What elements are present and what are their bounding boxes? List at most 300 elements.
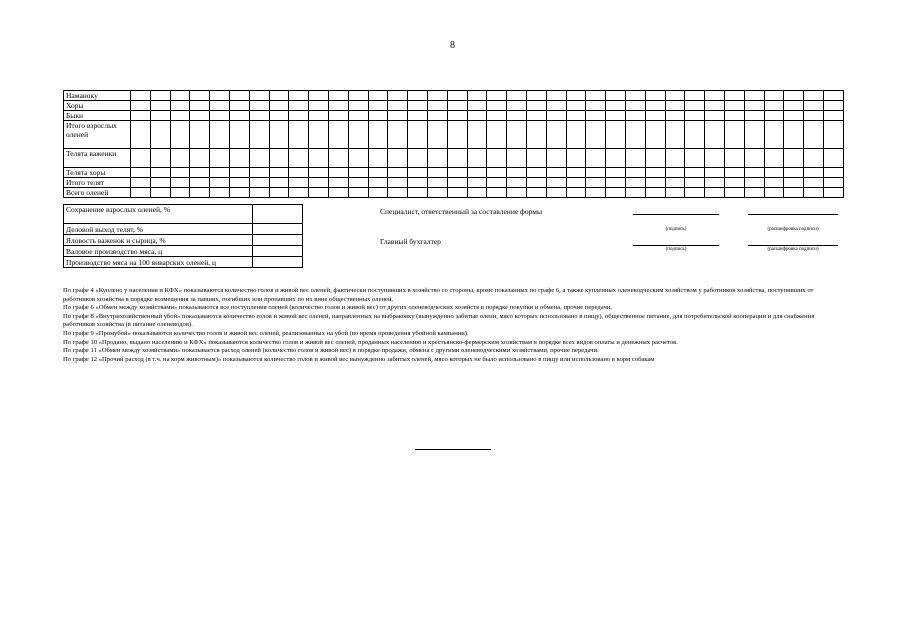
- grid-cell: [566, 121, 586, 149]
- grid-cell: [210, 101, 230, 111]
- grid-cell: [348, 91, 368, 101]
- grid-cell: [744, 149, 764, 168]
- grid-cell: [210, 121, 230, 149]
- grid-cell: [487, 168, 507, 178]
- grid-cell: [427, 168, 447, 178]
- grid-cell: [328, 121, 348, 149]
- grid-cell: [764, 91, 784, 101]
- grid-cell: [210, 91, 230, 101]
- grid-cell: [447, 188, 467, 198]
- grid-cell: [150, 111, 170, 121]
- grid-cell: [566, 111, 586, 121]
- grid-cell: [764, 178, 784, 188]
- grid-cell: [804, 178, 824, 188]
- page-number: 8: [450, 40, 455, 51]
- grid-cell: [170, 149, 190, 168]
- grid-cell: [586, 111, 606, 121]
- grid-cell: [566, 188, 586, 198]
- grid-row-label: Наманоку: [64, 91, 131, 101]
- grid-cell: [705, 91, 725, 101]
- grid-cell: [625, 168, 645, 178]
- grid-cell: [744, 168, 764, 178]
- grid-cell: [665, 188, 685, 198]
- grid-cell: [131, 121, 151, 149]
- grid-row-label: Быки: [64, 111, 131, 121]
- grid-cell: [309, 91, 329, 101]
- grid-cell: [170, 91, 190, 101]
- summary-row: [64, 246, 303, 257]
- grid-cell: [526, 121, 546, 149]
- grid-cell: [823, 178, 843, 188]
- grid-cell: [586, 178, 606, 188]
- grid-cell: [784, 149, 804, 168]
- specialist-decode-caption: (расшифровка подписи): [767, 227, 819, 232]
- grid-cell: [705, 149, 725, 168]
- grid-cell: [823, 91, 843, 101]
- grid-cell: [229, 178, 249, 188]
- grid-cell: [507, 168, 527, 178]
- grid-cell: [784, 178, 804, 188]
- grid-cell: [625, 149, 645, 168]
- grid-cell: [368, 121, 388, 149]
- grid-cell: [190, 91, 210, 101]
- grid-cell: [724, 101, 744, 111]
- grid-cell: [328, 111, 348, 121]
- grid-cell: [427, 188, 447, 198]
- summary-label: Сохранение взрослых оленей, %: [64, 205, 253, 224]
- grid-cell: [606, 149, 626, 168]
- grid-cell: [764, 168, 784, 178]
- grid-cell: [645, 111, 665, 121]
- grid-cell: [804, 149, 824, 168]
- grid-cell: [784, 121, 804, 149]
- grid-row: [64, 91, 844, 101]
- grid-cell: [269, 168, 289, 178]
- grid-cell: [823, 149, 843, 168]
- grid-row-label: Телята хоры: [64, 168, 131, 178]
- grid-cell: [408, 178, 428, 188]
- grid-cell: [507, 111, 527, 121]
- grid-cell: [249, 121, 269, 149]
- grid-cell: [427, 101, 447, 111]
- grid-row-label: Телята важенки: [64, 149, 131, 168]
- grid-cell: [348, 178, 368, 188]
- grid-cell: [507, 188, 527, 198]
- grid-cell: [823, 121, 843, 149]
- grid-cell: [705, 121, 725, 149]
- grid-row-label: Итого взрослых оленей: [64, 121, 131, 149]
- grid-cell: [348, 149, 368, 168]
- grid-cell: [388, 168, 408, 178]
- grid-cell: [625, 101, 645, 111]
- grid-row: [64, 188, 844, 198]
- grid-row: [64, 149, 844, 168]
- grid-cell: [487, 111, 507, 121]
- grid-cell: [507, 101, 527, 111]
- grid-cell: [150, 149, 170, 168]
- grid-cell: [665, 111, 685, 121]
- grid-cell: [685, 91, 705, 101]
- grid-cell: [744, 178, 764, 188]
- grid-cell: [170, 178, 190, 188]
- grid-cell: [150, 101, 170, 111]
- grid-cell: [685, 121, 705, 149]
- grid-cell: [705, 178, 725, 188]
- grid-cell: [507, 121, 527, 149]
- grid-cell: [210, 188, 230, 198]
- grid-row-label: Всего оленей: [64, 188, 131, 198]
- grid-cell: [705, 188, 725, 198]
- grid-cell: [348, 188, 368, 198]
- grid-cell: [269, 178, 289, 188]
- grid-cell: [388, 178, 408, 188]
- grid-cell: [586, 149, 606, 168]
- grid-cell: [744, 111, 764, 121]
- grid-cell: [625, 121, 645, 149]
- note-paragraph: По графе 10 «Продано, выдано населению и КФХ» показываются количество голов и живой вес оленей, проданных населению и крестьянско-фермерским хозяйствам в порядке всех видов оплаты и денежных расчетов.: [63, 338, 678, 346]
- grid-cell: [427, 91, 447, 101]
- grid-cell: [586, 101, 606, 111]
- grid-cell: [447, 149, 467, 168]
- summary-row: [64, 205, 303, 224]
- grid-cell: [348, 121, 368, 149]
- grid-cell: [586, 188, 606, 198]
- grid-cell: [566, 91, 586, 101]
- grid-cell: [823, 111, 843, 121]
- grid-cell: [427, 149, 447, 168]
- grid-cell: [289, 178, 309, 188]
- grid-cell: [804, 168, 824, 178]
- grid-cell: [289, 168, 309, 178]
- grid-row: [64, 168, 844, 178]
- grid-cell: [744, 121, 764, 149]
- grid-cell: [388, 121, 408, 149]
- grid-cell: [606, 121, 626, 149]
- grid-cell: [724, 168, 744, 178]
- grid-cell: [625, 188, 645, 198]
- grid-cell: [229, 121, 249, 149]
- grid-cell: [804, 111, 824, 121]
- grid-cell: [467, 168, 487, 178]
- grid-cell: [309, 188, 329, 198]
- grid-cell: [823, 188, 843, 198]
- grid-row-label: Хоры: [64, 101, 131, 111]
- grid-cell: [210, 178, 230, 188]
- grid-cell: [427, 111, 447, 121]
- grid-cell: [309, 168, 329, 178]
- grid-cell: [289, 91, 309, 101]
- accountant-decode-caption: (расшифровка подписи): [767, 247, 819, 252]
- grid-row: [64, 121, 844, 149]
- grid-cell: [289, 121, 309, 149]
- grid-cell: [328, 101, 348, 111]
- grid-cell: [665, 101, 685, 111]
- grid-cell: [447, 91, 467, 101]
- grid-cell: [665, 91, 685, 101]
- grid-cell: [190, 101, 210, 111]
- grid-cell: [804, 121, 824, 149]
- grid-cell: [546, 101, 566, 111]
- summary-value-cell: [253, 224, 303, 235]
- grid-cell: [131, 101, 151, 111]
- grid-cell: [685, 188, 705, 198]
- grid-cell: [804, 188, 824, 198]
- grid-cell: [764, 149, 784, 168]
- grid-cell: [487, 91, 507, 101]
- grid-cell: [388, 91, 408, 101]
- grid-cell: [190, 121, 210, 149]
- grid-cell: [566, 168, 586, 178]
- grid-cell: [150, 121, 170, 149]
- grid-cell: [309, 111, 329, 121]
- grid-cell: [269, 111, 289, 121]
- grid-cell: [467, 91, 487, 101]
- grid-cell: [645, 178, 665, 188]
- grid-cell: [229, 168, 249, 178]
- grid-cell: [408, 91, 428, 101]
- grid-cell: [348, 111, 368, 121]
- accountant-sign-line: [633, 245, 719, 246]
- summary-row: [64, 224, 303, 235]
- grid-cell: [150, 188, 170, 198]
- grid-cell: [249, 168, 269, 178]
- summary-label: Деловой выход телят, %: [64, 224, 253, 235]
- note-paragraph: По графе 12 «Прочий расход (в т.ч. на корм животным)» показываются количество голов и живой вес вынужденно забитых оленей, мясо которых не было использовано в пищу или использовано в корм собакам: [63, 355, 655, 363]
- grid-cell: [309, 101, 329, 111]
- grid-cell: [507, 149, 527, 168]
- note-paragraph: По графе 6 «Обмен между хозяйствами» показываются все поступления оленей (количество голов и живой вес) от других оленеводческих хозяйств в порядке покупки и обмена, прочие передачи.: [63, 304, 612, 312]
- grid-cell: [309, 149, 329, 168]
- grid-cell: [328, 188, 348, 198]
- grid-cell: [408, 121, 428, 149]
- grid-cell: [150, 91, 170, 101]
- grid-cell: [724, 178, 744, 188]
- grid-cell: [784, 168, 804, 178]
- grid-cell: [229, 188, 249, 198]
- grid-cell: [368, 149, 388, 168]
- grid-cell: [685, 111, 705, 121]
- grid-cell: [467, 178, 487, 188]
- grid-cell: [665, 149, 685, 168]
- grid-cell: [388, 111, 408, 121]
- grid-cell: [665, 121, 685, 149]
- grid-cell: [546, 121, 566, 149]
- livestock-grid: [63, 90, 844, 198]
- grid-cell: [190, 111, 210, 121]
- grid-cell: [269, 188, 289, 198]
- grid-cell: [507, 91, 527, 101]
- grid-cell: [170, 188, 190, 198]
- grid-cell: [625, 111, 645, 121]
- grid-cell: [764, 101, 784, 111]
- summary-row: [64, 257, 303, 268]
- grid-cell: [546, 188, 566, 198]
- grid-cell: [408, 111, 428, 121]
- grid-cell: [744, 101, 764, 111]
- grid-cell: [388, 101, 408, 111]
- grid-cell: [368, 101, 388, 111]
- grid-cell: [249, 101, 269, 111]
- grid-cell: [388, 149, 408, 168]
- accountant-sign-caption: (подпись): [665, 247, 687, 252]
- note-paragraph: По графе 9 «Промубой» показываются количество голов и живой вес оленей, реализованных на убой (во время проведения убойной кампании).: [63, 329, 469, 337]
- grid-cell: [269, 149, 289, 168]
- note-paragraph: По графе 11 «Обмен между хозяйствами» показывается расход оленей (количество голов и живой вес) в порядке продажи, обмена с другими оленеводческими хозяйствами, прочие передачи.: [63, 347, 599, 355]
- grid-cell: [645, 91, 665, 101]
- grid-cell: [685, 178, 705, 188]
- grid-cell: [190, 168, 210, 178]
- grid-cell: [526, 149, 546, 168]
- grid-cell: [408, 188, 428, 198]
- grid-cell: [328, 149, 348, 168]
- grid-cell: [546, 91, 566, 101]
- grid-cell: [388, 188, 408, 198]
- grid-cell: [526, 111, 546, 121]
- summary-value-cell: [253, 246, 303, 257]
- grid-cell: [170, 168, 190, 178]
- grid-cell: [606, 91, 626, 101]
- grid-cell: [606, 111, 626, 121]
- grid-cell: [487, 178, 507, 188]
- grid-cell: [546, 168, 566, 178]
- grid-cell: [645, 101, 665, 111]
- note-paragraph: По графе 4 «Куплено у населения и КФХ» показываются количество голов и живой вес оленей, фактически поступивших в хозяйство со стороны, кроме показанных по графе 6, а также купленных оленеводческим хозяйством у работников хозяйства, поступивших от работников хозяйства в порядке возмещения за павших, погибших или пропавших по их вине общественных оленей.: [63, 287, 814, 303]
- grid-cell: [487, 101, 507, 111]
- grid-cell: [408, 168, 428, 178]
- grid-cell: [823, 168, 843, 178]
- grid-cell: [784, 111, 804, 121]
- grid-cell: [526, 168, 546, 178]
- grid-cell: [724, 188, 744, 198]
- grid-cell: [705, 101, 725, 111]
- grid-cell: [526, 91, 546, 101]
- grid-cell: [348, 101, 368, 111]
- grid-cell: [724, 149, 744, 168]
- grid-cell: [467, 188, 487, 198]
- summary-row: [64, 235, 303, 246]
- summary-label: Валовое производство мяса, ц: [64, 246, 253, 257]
- grid-cell: [229, 149, 249, 168]
- grid-cell: [705, 111, 725, 121]
- grid-cell: [645, 188, 665, 198]
- grid-cell: [724, 121, 744, 149]
- footer-rule: [415, 449, 491, 450]
- grid-cell: [526, 178, 546, 188]
- grid-cell: [309, 178, 329, 188]
- grid-cell: [190, 178, 210, 188]
- grid-cell: [190, 188, 210, 198]
- grid-row: [64, 178, 844, 188]
- grid-cell: [546, 149, 566, 168]
- grid-cell: [249, 178, 269, 188]
- grid-cell: [764, 188, 784, 198]
- grid-cell: [784, 101, 804, 111]
- grid-cell: [289, 101, 309, 111]
- grid-cell: [526, 101, 546, 111]
- grid-cell: [249, 111, 269, 121]
- grid-cell: [606, 101, 626, 111]
- grid-cell: [131, 91, 151, 101]
- grid-cell: [368, 91, 388, 101]
- explanatory-notes: [63, 287, 841, 364]
- grid-cell: [170, 101, 190, 111]
- grid-cell: [507, 178, 527, 188]
- grid-cell: [150, 178, 170, 188]
- grid-cell: [447, 111, 467, 121]
- grid-cell: [328, 91, 348, 101]
- grid-cell: [150, 168, 170, 178]
- specialist-sign-line: [633, 214, 719, 215]
- grid-cell: [427, 121, 447, 149]
- grid-cell: [131, 111, 151, 121]
- grid-cell: [368, 188, 388, 198]
- grid-cell: [625, 91, 645, 101]
- summary-label: Яловость важенок и сырица, %: [64, 235, 253, 246]
- grid-cell: [408, 149, 428, 168]
- grid-cell: [269, 91, 289, 101]
- specialist-sign-caption: (подпись): [665, 227, 687, 232]
- specialist-decode-line: [748, 214, 838, 215]
- grid-cell: [685, 149, 705, 168]
- grid-cell: [606, 168, 626, 178]
- grid-cell: [309, 121, 329, 149]
- grid-cell: [606, 178, 626, 188]
- grid-cell: [210, 149, 230, 168]
- grid-cell: [586, 168, 606, 178]
- grid-cell: [586, 121, 606, 149]
- grid-cell: [131, 178, 151, 188]
- grid-cell: [328, 178, 348, 188]
- grid-cell: [487, 121, 507, 149]
- specialist-label: Специалист, ответственный за составление формы: [380, 207, 543, 216]
- grid-cell: [427, 178, 447, 188]
- grid-cell: [606, 188, 626, 198]
- grid-cell: [467, 149, 487, 168]
- grid-cell: [408, 101, 428, 111]
- grid-cell: [447, 121, 467, 149]
- grid-cell: [229, 91, 249, 101]
- grid-cell: [467, 111, 487, 121]
- grid-cell: [566, 149, 586, 168]
- grid-cell: [625, 178, 645, 188]
- grid-cell: [229, 101, 249, 111]
- grid-cell: [784, 91, 804, 101]
- grid-cell: [269, 121, 289, 149]
- grid-cell: [170, 121, 190, 149]
- grid-row-label: Итого телят: [64, 178, 131, 188]
- grid-cell: [823, 101, 843, 111]
- grid-cell: [744, 91, 764, 101]
- grid-cell: [804, 101, 824, 111]
- summary-value-cell: [253, 235, 303, 246]
- grid-cell: [546, 111, 566, 121]
- grid-cell: [784, 188, 804, 198]
- accountant-label: Главный бухгалтер: [380, 237, 441, 246]
- grid-cell: [804, 91, 824, 101]
- grid-cell: [546, 178, 566, 188]
- grid-cell: [368, 168, 388, 178]
- grid-cell: [170, 111, 190, 121]
- grid-cell: [467, 121, 487, 149]
- grid-cell: [249, 91, 269, 101]
- grid-cell: [566, 101, 586, 111]
- grid-cell: [368, 178, 388, 188]
- summary-value-cell: [253, 205, 303, 224]
- grid-cell: [685, 168, 705, 178]
- grid-cell: [131, 168, 151, 178]
- grid-cell: [705, 168, 725, 178]
- grid-cell: [131, 149, 151, 168]
